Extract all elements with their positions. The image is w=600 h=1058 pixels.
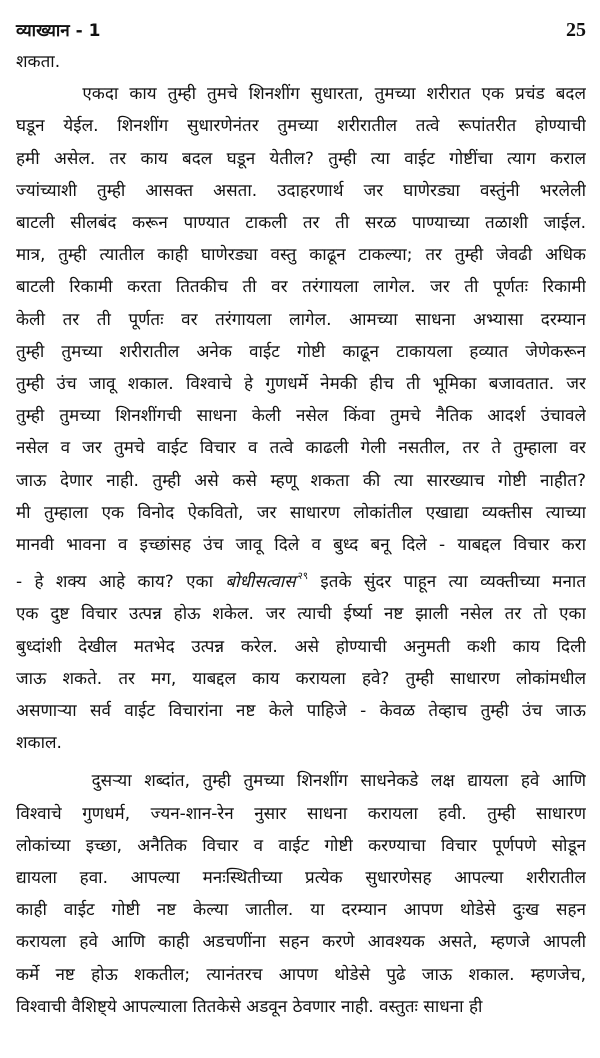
text-line: बुध्दांशी देखील मतभेद उत्पन्न करेल. असे होण्याची अनुमती कशी काय दिली (16, 636, 586, 657)
text-line: एकदा काय तुम्ही तुमचे शिनशींग सुधारता, तुमच्या शरीरात एक प्रचंड बदल (16, 84, 586, 105)
paragraph (16, 78, 586, 759)
text-line: तुम्ही तुमच्या शिनशींगची साधना केली नसेल किंवा तुमचे नैतिक आदर्श उंचावले (16, 406, 586, 427)
text-line: जाऊ देणार नाही. तुम्ही असे कसे म्हणू शकता की त्या सारख्याच गोष्टी नाहीत? (16, 470, 586, 491)
text-line: बाटली रिकामी करता तितकीच ती वर तरंगायला लागेल. जर ती पूर्णतः रिकामी (16, 277, 586, 298)
text-line: लोकांच्या इच्छा, अनैतिक विचार व वाईट गोष्टी करण्याचा विचार पूर्णपणे सोडून (16, 835, 586, 856)
text-line: - हे शक्य आहे काय? एका बोधीसत्वास $^{२९}$ इतके सुंदर पाहून त्या व्यक्तीच्या मनात (16, 571, 586, 593)
chapter-title: व्याख्यान - 1 (16, 21, 101, 41)
text-line: ज्यांच्याशी तुम्ही आसक्त असता. उदाहरणार्थ जर घाणेरड्या वस्तुंनी भरलेली (16, 180, 586, 201)
paragraph (16, 46, 586, 78)
text-line: मी तुम्हाला एक विनोद ऐकवितो, जर साधारण लोकांतील एखाद्या व्यक्तीस त्याच्या (16, 502, 586, 523)
text-line: बाटली सीलबंद करून पाण्यात टाकली तर ती सरळ पाण्याच्या तळाशी जाईल. (16, 213, 586, 234)
paragraph (16, 765, 586, 1023)
text-line: काही वाईट गोष्टी नष्ट केल्या जातील. या दरम्यान आपण थोडेसे दुःख सहन (16, 900, 586, 921)
text-line: केली तर ती पूर्णतः वर तरंगायला लागेल. आमच्या साधना अभ्यासा दरम्यान (16, 309, 586, 330)
text-line: तुम्ही उंच जावू शकाल. विश्वाचे हे गुणधर्मे नेमकी हीच ती भूमिका बजावतात. जर (16, 374, 586, 395)
text-line: शकाल. (16, 733, 62, 754)
text-line: जाऊ शकते. तर मग, याबद्दल काय करायला हवे? तुम्ही साधारण लोकांमधील (16, 668, 586, 689)
text-line: घडून येईल. शिनशींग सुधारणेनंतर तुमच्या शरीरातील तत्वे रूपांतरीत होण्याची (16, 116, 586, 137)
text-line: द्यायला हवा. आपल्या मनःस्थितीच्या प्रत्येक सुधारणेसह आपल्या शरीरातील (16, 868, 586, 889)
text-line: विश्वाची वैशिष्ट्ये आपल्याला तितकेसे अडवून ठेवणार नाही. वस्तुतः साधना ही (16, 996, 483, 1017)
footnote-marker[interactable]: २९ (297, 571, 309, 583)
text-line: करायला हवे आणि काही अडचणींना सहन करणे आवश्यक असते, म्हणजे आपली (16, 932, 586, 953)
text-line: विश्वाचे गुणधर्म, ज्यन-शान-रेन नुसार साधना करायला हवी. तुम्ही साधारण (16, 803, 586, 824)
page-header (16, 18, 586, 42)
text-line: दुसऱ्या शब्दांत, तुम्ही तुमच्या शिनशींग साधनेकडे लक्ष द्यायला हवे आणि (16, 771, 586, 792)
text-line: कर्मे नष्ट होऊ शकतील; त्यानंतरच आपण थोडेसे पुढे जाऊ शकाल. म्हणजेच, (16, 964, 586, 985)
text-line: तुम्ही तुमच्या शरीरातील अनेक वाईट गोष्टी काढून टाकायला हव्यात जेणेकरून (16, 341, 586, 362)
text-line: मानवी भावना व इच्छांसह उंच जावू दिले व बुध्द बनू दिले - याबद्दल विचार करा (16, 535, 586, 556)
text-line: असणाऱ्या सर्व वाईट विचारांना नष्ट केले पाहिजे - केवळ तेव्हाच तुम्ही उंच जाऊ (16, 701, 586, 722)
text-line: शकता. (16, 52, 61, 72)
body-text (16, 46, 586, 1023)
text-line: एक दुष्ट विचार उत्पन्न होऊ शकेल. जर त्याची ईर्ष्या नष्ट झाली नसेल तर तो एका (16, 604, 586, 625)
bodhisattva-term: बोधीसत्वास (225, 572, 296, 593)
text-line: नसेल व जर तुमचे वाईट विचार व तत्वे काढली गेली नसतील, तर ते तुम्हाला वर (16, 438, 586, 459)
text-line: हमी असेल. तर काय बदल घडून येतील? तुम्ही त्या वाईट गोष्टींचा त्याग कराल (16, 148, 586, 169)
text-line: मात्र, तुम्ही त्यातील काही घाणेरड्या वस्तु काढून टाकल्या; तर तुम्ही जेवढी अधिक (16, 245, 586, 266)
page-number: 25 (566, 19, 586, 41)
